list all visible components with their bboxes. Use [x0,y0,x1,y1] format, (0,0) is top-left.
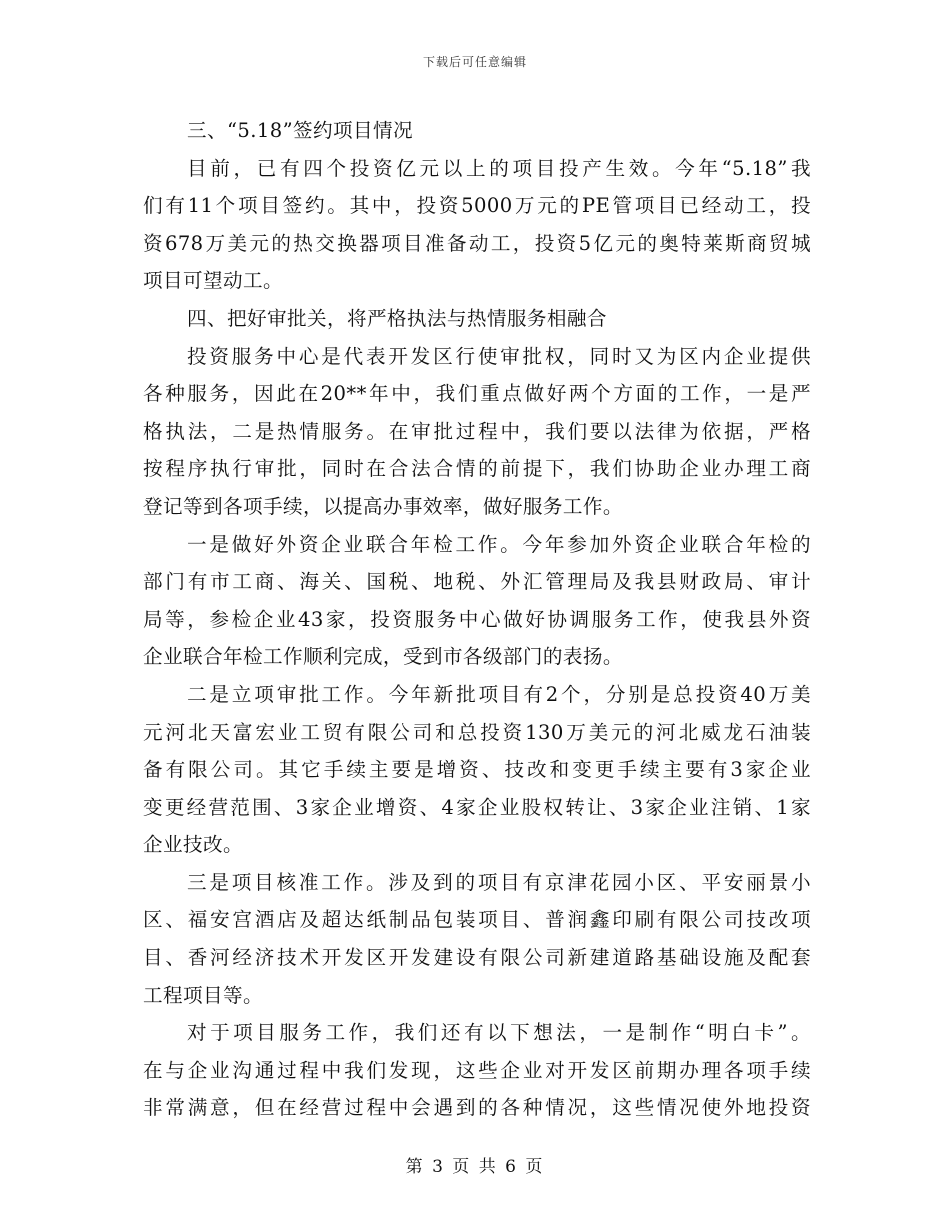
paragraph-line: 变更经营范围、3家企业增资、4家企业股权转让、3家企业注销、1家 [143,795,811,819]
paragraph-line: 企业技改。 [143,833,243,857]
paragraph-line: 元河北天富宏业工贸有限公司和总投资130万美元的河北威龙石油装 [143,720,811,744]
paragraph-line: 备有限公司。其它手续主要是增资、技改和变更手续主要有3家企业 [143,758,811,782]
paragraph-line: 一是做好外资企业联合年检工作。今年参加外资企业联合年检的 [187,532,811,556]
paragraph-line: 资678万美元的热交换器项目准备动工，投资5亿元的奥特莱斯商贸城 [143,231,811,255]
paragraph-line: 二是立项审批工作。今年新批项目有2个，分别是总投资40万美 [187,682,811,706]
paragraph-line: 按程序执行审批，同时在合法合情的前提下，我们协助企业办理工商 [143,457,811,481]
paragraph-line: 目前，已有四个投资亿元以上的项目投产生效。今年“5.18”我 [187,156,811,180]
page-number-footer: 第 3 页 共 6 页 [405,1157,545,1177]
paragraph-line: 局等，参检企业43家，投资服务中心做好协调服务工作，使我县外资 [143,607,811,631]
paragraph-line: 区、福安宫酒店及超达纸制品包装项目、普润鑫印刷有限公司技改项 [143,908,811,932]
paragraph-line: 投资服务中心是代表开发区行使审批权，同时又为区内企业提供 [187,344,811,368]
paragraph-line: 项目可望动工。 [143,269,283,293]
paragraph-line: 登记等到各项手续，以提高办事效率，做好服务工作。 [143,494,623,518]
paragraph-line: 部门有市工商、海关、国税、地税、外汇管理局及我县财政局、审计 [143,570,811,594]
section-heading: 四、把好审批关，将严格执法与热情服务相融合 [187,306,607,330]
paragraph-line: 们有11个项目签约。其中，投资5000万元的PE管项目已经动工，投 [143,194,811,218]
section-heading: 三、“5.18”签约项目情况 [187,119,414,142]
paragraph-line: 目、香河经济技术开发区开发建设有限公司新建道路基础设施及配套 [143,946,811,970]
paragraph-line: 对于项目服务工作，我们还有以下想法，一是制作“明白卡”。 [187,1021,811,1045]
paragraph-line: 格执法，二是热情服务。在审批过程中，我们要以法律为依据，严格 [143,419,811,443]
document-body [143,112,811,1127]
paragraph-line: 企业联合年检工作顺利完成，受到市各级部门的表扬。 [143,645,623,669]
paragraph-line: 各种服务，因此在20**年中，我们重点做好两个方面的工作，一是严 [143,382,811,406]
paragraph-line: 工程项目等。 [143,983,263,1007]
paragraph-line: 在与企业沟通过程中我们发现，这些企业对开发区前期办理各项手续 [143,1058,811,1082]
paragraph-line: 非常满意，但在经营过程中会遇到的各种情况，这些情况使外地投资 [143,1096,811,1120]
header-note: 下载后可任意编辑 [422,55,527,69]
paragraph-line: 三是项目核准工作。涉及到的项目有京津花园小区、平安丽景小 [187,870,811,894]
